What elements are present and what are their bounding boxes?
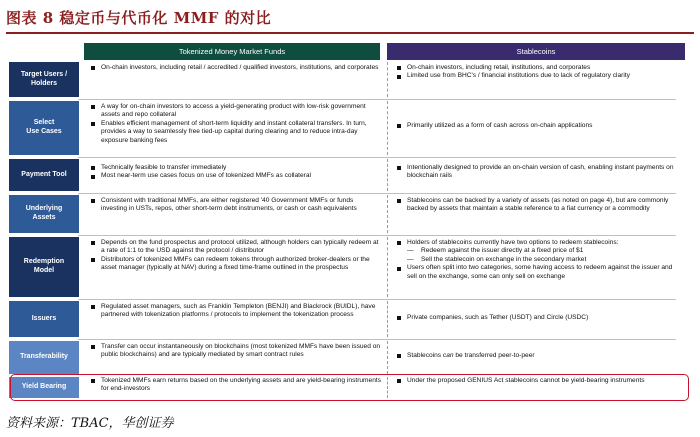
row-label-line: Issuers <box>31 314 57 322</box>
bullet-item: Holders of stablecoins currently have two options to redeem stablecoins: <box>395 239 683 247</box>
row-label-line: Use Cases <box>26 128 62 135</box>
bullet-item: Under the proposed GENIUS Act stablecoins cannot be yield-bearing instruments <box>395 377 683 385</box>
bullet-item: Primarily utilized as a form of cash across on-chain applications <box>395 122 683 130</box>
tokenized-mmf-cell <box>89 62 381 97</box>
column-divider <box>387 62 388 97</box>
emphasis-text: can <box>442 352 454 359</box>
figure-title: 图表 8 稳定币与代币化 MMF 的对比 <box>6 9 272 27</box>
column-divider <box>387 301 388 337</box>
row-label-line: Yield Bearing <box>21 383 67 391</box>
bullet-item <box>395 352 683 360</box>
header-stablecoins: Stablecoins <box>387 43 685 60</box>
row-divider <box>78 99 676 100</box>
text-run: be transferred peer-to-peer <box>453 352 535 359</box>
tokenized-mmf-cell <box>89 101 381 155</box>
row-label <box>9 159 79 191</box>
title-rule <box>6 32 694 34</box>
row-divider <box>78 339 676 340</box>
row-label <box>9 62 79 97</box>
bullet-item: Transfer can occur instantaneously on blockchains (most tokenized MMFs have been issued on public blockchains) and are typically mediated by smart contract rules <box>89 343 381 360</box>
row-label-line: Holders <box>30 79 58 87</box>
stablecoins-cell <box>395 159 683 191</box>
bullet-item: Tokenized MMFs earn returns based on the underlying assets and are yield-bearing instruments for end-investors <box>89 377 381 394</box>
column-divider <box>387 237 388 297</box>
row-select-use-cases <box>9 101 685 155</box>
bullet-item: A way for on-chain investors to access a yield-generating product with low-risk government assets and repo collateral <box>89 103 381 120</box>
stablecoins-cell <box>395 341 683 374</box>
bullet-item: Regulated asset managers, such as Franklin Templeton (BENJI) and Blackrock (BUIDL), have partnered with tokenization platforms / protocols to implement the tokenization process <box>89 303 381 320</box>
row-label-line: Underlying <box>25 205 63 213</box>
bullet-item: On-chain investors, including retail / accredited / qualified investors, institutions, and corporates <box>89 64 381 72</box>
bullet-item: Technically feasible to transfer immediately <box>89 164 381 172</box>
row-label <box>9 195 79 233</box>
tokenized-mmf-cell <box>89 159 381 191</box>
bullet-item: Limited use from BHC's / financial institutions due to lack of regulatory clarity <box>395 72 683 80</box>
row-divider <box>78 157 676 158</box>
tokenized-mmf-cell <box>89 341 381 374</box>
row-payment-tool <box>9 159 685 191</box>
row-transferability <box>9 341 685 374</box>
row-label <box>9 341 79 374</box>
tokenized-mmf-cell <box>89 301 381 337</box>
row-divider <box>78 193 676 194</box>
stablecoins-cell <box>395 237 683 297</box>
column-divider <box>387 195 388 233</box>
bullet-item: Distributors of tokenized MMFs can redeem tokens through authorized broker-dealers or the asset manager (typically at NAV) during a fixed time-frame outlined in the prospectus <box>89 256 381 273</box>
row-label <box>9 101 79 155</box>
header-tokenized-mmf: Tokenized Money Market Funds <box>84 43 380 60</box>
row-label-line: Model <box>33 267 55 274</box>
stablecoins-cell <box>395 101 683 155</box>
stablecoins-cell <box>395 62 683 97</box>
bullet-item: Stablecoins can be backed by a variety of assets (as noted on page 4), but are commonly backed by assets that maintain a stable reference to a fiat currency or a commodity <box>395 197 683 214</box>
source-note: 资料来源：TBAC，华创证券 <box>6 416 174 431</box>
row-label-line: Redemption <box>23 258 65 266</box>
column-divider <box>387 159 388 191</box>
row-divider <box>78 235 676 236</box>
stablecoins-cell <box>395 301 683 337</box>
tokenized-mmf-cell <box>89 237 381 297</box>
bullet-item: Depends on the fund prospectus and protocol utilized, although holders can typically redeem at a rate of 1:1 to the USD against the protocol / distributor <box>89 239 381 256</box>
column-divider <box>387 341 388 374</box>
bullet-item: Private companies, such as Tether (USDT) and Circle (USDC) <box>395 314 683 322</box>
row-issuers <box>9 301 685 337</box>
row-target-users <box>9 62 685 97</box>
row-label-line: Transferability <box>20 353 68 361</box>
row-label-line: Target Users / <box>20 70 68 78</box>
row-label <box>9 301 79 337</box>
bullet-item: Enables efficient management of short-term liquidity and instant collateral transfers. In turn, provides a way to seamlessly free tied-up capital during clearing and to reduce intra-day exposure banking fees <box>89 120 381 145</box>
row-label-line: Assets <box>32 214 56 221</box>
stablecoins-cell <box>395 195 683 233</box>
bullet-item: Intentionally designed to provide an on-chain version of cash, enabling instant payments on blockchain rails <box>395 164 683 181</box>
bullet-item: On-chain investors, including retail, institutions, and corporates <box>395 64 683 72</box>
column-divider <box>387 101 388 155</box>
tokenized-mmf-cell <box>89 195 381 233</box>
bullet-item: Users often split into two categories, some having access to redeem against the issuer and sell on the exchange, some can only sell on exchange <box>395 264 683 281</box>
row-redemption-model <box>9 237 685 297</box>
row-label-line: Select <box>33 119 55 127</box>
text-run: Stablecoins <box>407 352 443 359</box>
row-label <box>9 237 79 297</box>
bullet-item: Consistent with traditional MMFs, are either registered '40 Government MMFs or funds investing in USTs, repos, other short-term debt instruments, or cash or cash equivalents <box>89 197 381 214</box>
yield-bearing-highlight <box>10 374 689 401</box>
row-underlying-assets <box>9 195 685 233</box>
sub-bullet-item: — Sell the stablecoin on exchange in the secondary market <box>395 256 683 264</box>
sub-bullet-item: — Redeem against the issuer directly at a fixed price of $1 <box>395 247 683 255</box>
bullet-item: Most near-term use cases focus on use of tokenized MMFs as collateral <box>89 172 381 180</box>
row-divider <box>78 299 676 300</box>
row-label-line: Payment Tool <box>21 170 67 178</box>
